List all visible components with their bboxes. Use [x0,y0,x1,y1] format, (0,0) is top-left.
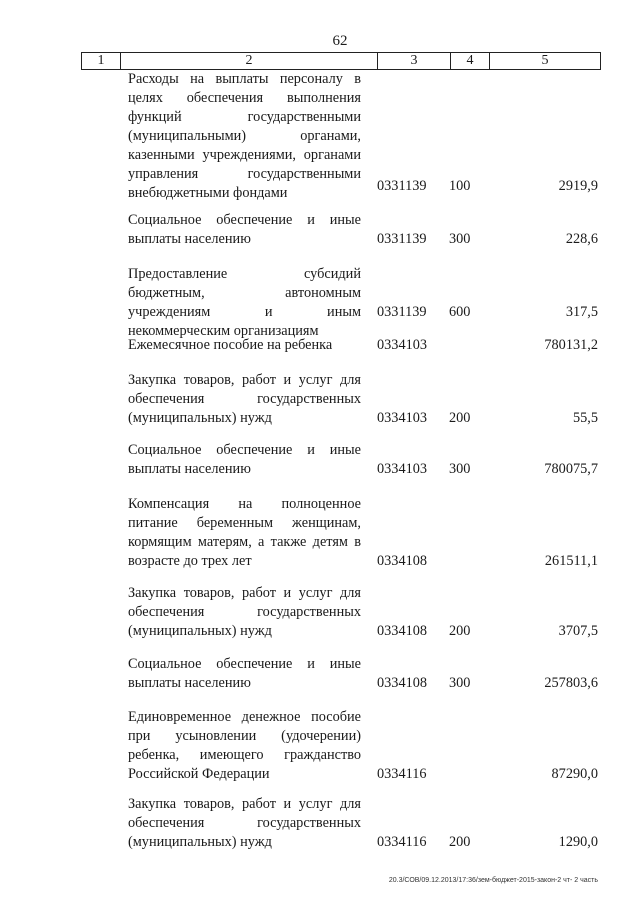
row-code: 0331139 [377,304,427,320]
row-expense-type: 300 [449,675,471,691]
row-description: Социальное обеспечение и иные выплаты населению [128,442,361,477]
row-amount: 261511,1 [544,553,598,569]
row-amount: 317,5 [565,304,598,320]
row-description: Компенсация на полноценное питание беременным женщинам, кормящим матерям, а также детям в возрасте до трех лет [128,496,361,569]
table-row [0,211,640,249]
column-header-3: 3 [378,53,451,70]
row-code: 0334108 [377,675,428,691]
row-amount: 87290,0 [551,766,598,782]
row-amount: 780131,2 [544,337,598,353]
row-amount: 780075,7 [544,461,598,477]
table-row [0,795,640,852]
table-row [0,655,640,693]
table-row [0,70,640,201]
table-row [0,708,640,784]
row-code: 0334103 [377,461,428,477]
row-expense-type: 600 [449,304,471,320]
row-code: 0331139 [377,231,427,247]
row-amount: 2919,9 [558,178,598,194]
row-code: 0334103 [377,337,428,353]
row-description: Предоставление субсидий бюджетным, автономным учреждениям и иным некоммерческим организациям [128,266,361,339]
row-code: 0334103 [377,410,428,426]
row-expense-type: 300 [449,461,471,477]
row-amount: 257803,6 [544,675,598,691]
row-code: 0334116 [377,766,427,782]
row-description: Закупка товаров, работ и услуг для обеспечения государственных (муниципальных) нужд [128,372,361,426]
column-header-2: 2 [121,53,378,70]
row-code: 0331139 [377,178,427,194]
row-amount: 1290,0 [558,834,598,850]
table-row [0,371,640,428]
row-description: Закупка товаров, работ и услуг для обеспечения государственных (муниципальных) нужд [128,585,361,639]
table-row [0,495,640,571]
table-row [0,441,640,479]
row-description: Социальное обеспечение и иные выплаты населению [128,656,361,691]
column-header-4: 4 [451,53,490,70]
row-description: Социальное обеспечение и иные выплаты населению [128,212,361,247]
page-number: 62 [332,33,348,49]
row-description: Расходы на выплаты персоналу в целях обеспечения выполнения функций государственными (муниципальными) органами, казенными учреждениями, органами управления государственными внебюджетными фондами [128,71,361,201]
row-amount: 228,6 [565,231,598,247]
row-expense-type: 200 [449,410,471,426]
row-expense-type: 200 [449,834,471,850]
row-expense-type: 100 [449,178,471,194]
column-header-1: 1 [82,53,121,70]
table-row [0,265,640,339]
row-amount: 55,5 [572,410,598,426]
table-row [0,336,640,355]
row-description: Ежемесячное пособие на ребенка [128,337,333,353]
row-description: Единовременное денежное пособие при усыновлении (удочерении) ребенка, имеющего гражданство Российской Федерации [128,709,361,782]
row-code: 0334116 [377,834,427,850]
column-header-5: 5 [490,53,601,70]
document-footer-reference: 20.3/СОВ/09.12.2013/17:36/зем-бюджет-2015-закон-2 чт- 2 часть [388,877,598,884]
row-description: Закупка товаров, работ и услуг для обеспечения государственных (муниципальных) нужд [128,796,361,850]
row-expense-type: 300 [449,231,471,247]
row-code: 0334108 [377,623,428,639]
row-code: 0334108 [377,553,428,569]
row-expense-type: 200 [449,623,471,639]
row-amount: 3707,5 [558,623,598,639]
table-row [0,584,640,641]
